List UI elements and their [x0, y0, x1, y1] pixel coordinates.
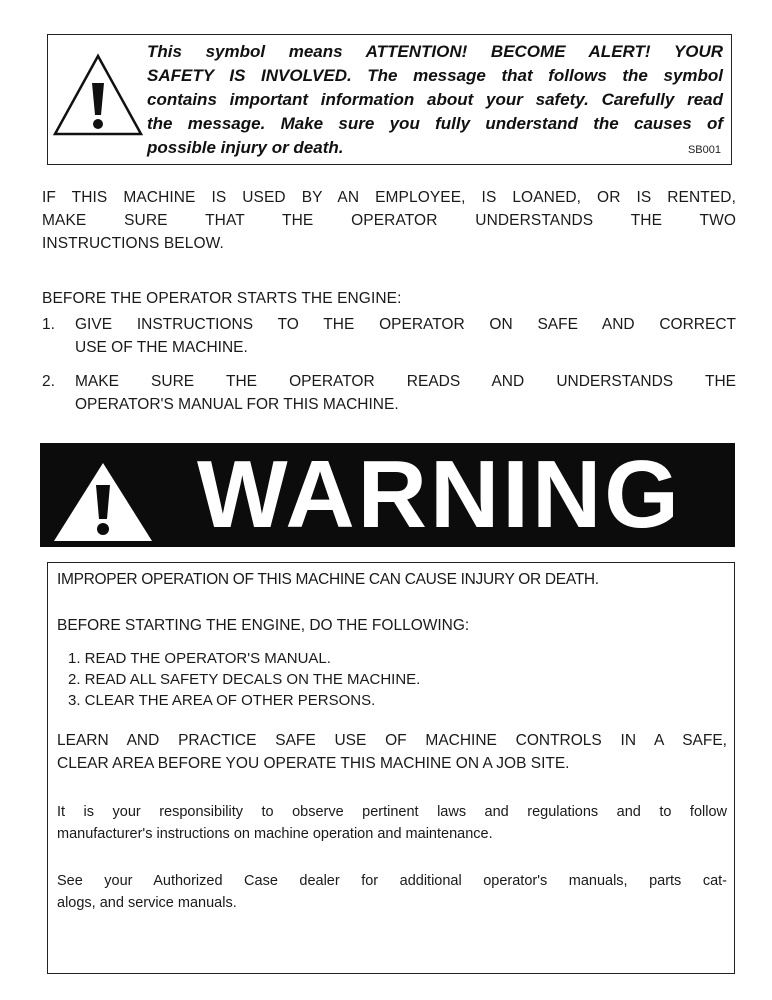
improper-operation-text: [57, 568, 727, 591]
attention-line: possible injury or death.: [147, 138, 344, 157]
instruction-number: 2.: [42, 373, 55, 390]
learn-paragraph: [57, 729, 727, 775]
before-following-text: BEFORE STARTING THE ENGINE, DO THE FOLLOWING:: [57, 617, 470, 634]
attention-line: SAFETY IS INVOLVED. The message that follows the symbol: [147, 66, 723, 85]
dealer-paragraph: [57, 870, 727, 914]
improper-line: IMPROPER OPERATION OF THIS MACHINE CAN CAUSE INJURY OR DEATH.: [57, 571, 599, 588]
learn-line: LEARN AND PRACTICE SAFE USE OF MACHINE CONTROLS IN A SAFE,: [57, 732, 727, 749]
dealer-line: alogs, and service manuals.: [57, 895, 237, 911]
before-following-heading: [57, 614, 727, 637]
intro-line: MAKE SURE THAT THE OPERATOR UNDERSTANDS THE TWO: [42, 212, 736, 229]
warning-step: 2. READ ALL SAFETY DECALS ON THE MACHINE.: [68, 671, 421, 688]
intro-line: INSTRUCTIONS BELOW.: [42, 235, 224, 252]
warning-step: 1. READ THE OPERATOR'S MANUAL.: [68, 650, 331, 667]
before-operator-heading: [42, 287, 736, 310]
instruction-number: 1.: [42, 316, 55, 333]
instruction-line: USE OF THE MACHINE.: [75, 339, 248, 356]
attention-line: contains important information about your safety. Carefully read: [147, 90, 723, 109]
intro-line: IF THIS MACHINE IS USED BY AN EMPLOYEE, IS LOANED, OR IS RENTED,: [42, 189, 736, 206]
responsibility-paragraph: [57, 801, 727, 845]
attention-line: the message. Make sure you fully understand the causes of: [147, 114, 723, 133]
dealer-line: See your Authorized Case dealer for additional operator's manuals, parts cat-: [57, 873, 727, 889]
responsibility-line: It is your responsibility to observe pertinent laws and regulations and to follow: [57, 804, 727, 820]
attention-code: SB001: [687, 144, 721, 156]
warning-triangle-icon: [52, 53, 144, 137]
instruction-line: MAKE SURE THE OPERATOR READS AND UNDERSTANDS THE: [75, 373, 736, 390]
warning-title: WARNING: [197, 441, 682, 548]
attention-message: [147, 40, 723, 160]
before-operator-text: BEFORE THE OPERATOR STARTS THE ENGINE:: [42, 290, 402, 307]
instruction-line: GIVE INSTRUCTIONS TO THE OPERATOR ON SAFE AND CORRECT: [75, 316, 736, 333]
responsibility-line: manufacturer's instructions on machine operation and maintenance.: [57, 826, 493, 842]
warning-box: [47, 562, 735, 974]
warning-triangle-icon: [52, 461, 174, 543]
instruction-line: OPERATOR'S MANUAL FOR THIS MACHINE.: [75, 396, 399, 413]
warning-banner: [40, 443, 735, 547]
warning-steps-list: [68, 648, 708, 711]
attention-box: [47, 34, 732, 165]
attention-line: This symbol means ATTENTION! BECOME ALERT! YOUR: [147, 42, 723, 61]
intro-paragraph: [42, 186, 736, 255]
learn-line: CLEAR AREA BEFORE YOU OPERATE THIS MACHINE ON A JOB SITE.: [57, 755, 570, 772]
warning-step: 3. CLEAR THE AREA OF OTHER PERSONS.: [68, 692, 376, 709]
